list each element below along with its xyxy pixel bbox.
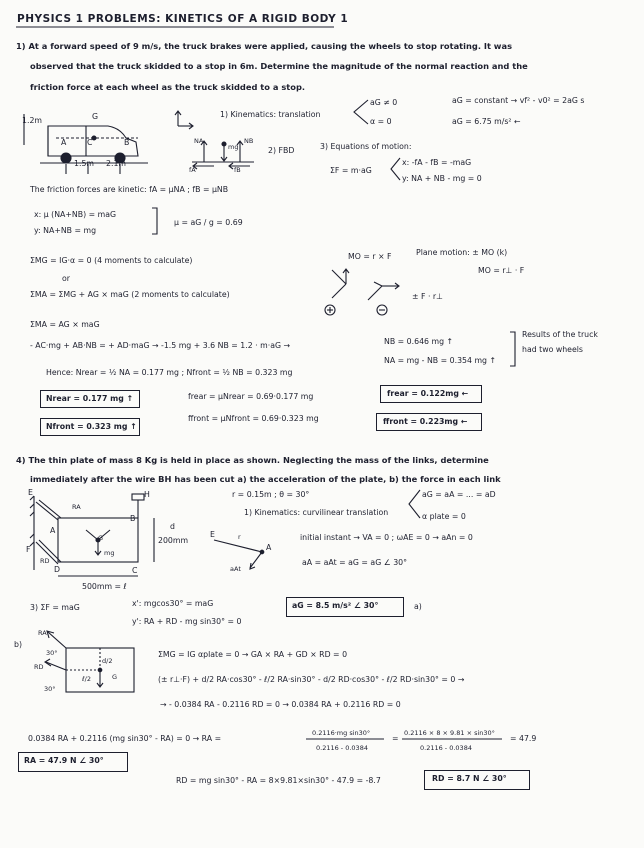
brace-icon xyxy=(350,98,370,128)
brace-icon-3 xyxy=(150,206,160,236)
frac1-num: 0.2116·mg sin30° xyxy=(312,729,371,737)
plate-label-ra: RA xyxy=(72,503,81,511)
plate-dim-d: d xyxy=(170,522,175,531)
title-underline xyxy=(16,26,336,29)
truck-label-b: B xyxy=(124,138,130,147)
p1-sys-y: y: NA+NB = mg xyxy=(34,226,97,235)
p4-moment-expand: (± r⊥·F) + d/2 RA·cos30° - ℓ/2 RA·sin30° - d/2 RD·cos30° - ℓ/2 RD·sin30° = 0 → xyxy=(158,675,465,684)
fbd-ra: RA xyxy=(38,629,47,637)
truck-label-a: A xyxy=(61,138,67,147)
torque-sketch xyxy=(324,268,414,318)
p1-na: NA = mg - NB = 0.354 mg ↑ xyxy=(384,356,496,365)
frac2-num: 0.2116 × 8 × 9.81 × sin30° xyxy=(404,729,495,737)
answer-frear: frear = 0.122mg ← xyxy=(387,389,469,398)
p1-eq-y: y: NA + NB - mg = 0 xyxy=(402,174,482,183)
answer-ag: aG = 8.5 m/s² ∠ 30° xyxy=(292,601,379,610)
p4-eqx: x': mgcos30° = maG xyxy=(132,599,214,608)
eq-sign-1: = xyxy=(392,734,399,743)
p1-moment-a: ΣMA = ΣMG + AG × maG (2 moments to calculate) xyxy=(30,290,230,299)
p1-moment-calc: - AC·mg + AB·NB = + AD·maG → -1.5 mg + 3.6 NB = 1.2 · m·aG → xyxy=(30,341,291,350)
p1-friction-kinetic: The friction forces are kinetic: fA = μNA ; fB = μNB xyxy=(30,185,229,194)
moment-scalar: MO = r⊥ · F xyxy=(478,266,525,275)
page-title: PHYSICS 1 PROBLEMS: KINETICS OF A RIGID BODY 1 xyxy=(17,13,349,25)
fbd-fb: fB xyxy=(234,166,241,174)
plate-label-a: A xyxy=(50,526,56,535)
p1-fbd-label: 2) FBD xyxy=(268,146,295,155)
plate-dim-200: 200mm xyxy=(158,536,189,545)
fbd-mg: mg xyxy=(228,143,239,151)
p4-kinematics: 1) Kinematics: curvilinear translation xyxy=(244,508,389,517)
plate-fbd xyxy=(34,626,144,706)
link-sketch xyxy=(208,528,288,578)
answer-ra: RA = 47.9 N ∠ 30° xyxy=(24,756,104,765)
p4-kin-eq: aG = aA = ... = aD xyxy=(422,490,496,499)
answer-ffront: ffront = 0.223mg ← xyxy=(383,417,468,426)
fbd-l2: ℓ/2 xyxy=(82,675,92,683)
plate-label-d: D xyxy=(54,565,61,574)
fbd-g: G xyxy=(112,673,118,681)
ra-result: = 47.9 xyxy=(510,734,537,743)
link-label-r: r xyxy=(238,533,241,541)
p1-eq-title: 3) Equations of motion: xyxy=(320,142,412,151)
link-label-e: E xyxy=(210,530,215,539)
p1-mu: μ = aG / g = 0.69 xyxy=(174,218,243,227)
plate-dim-500: 500mm = ℓ xyxy=(82,582,127,591)
frac2-den: 0.2116 - 0.0384 xyxy=(420,744,472,752)
fbd-na: NA xyxy=(194,137,204,145)
p1-note-2: had two wheels xyxy=(522,345,583,354)
fbd-rd: RD xyxy=(34,663,44,671)
p1-hence: Hence: Nrear = ½ NA = 0.177 mg ; Nfront = ½ NB = 0.323 mg xyxy=(46,368,293,377)
fbd-d2: d/2 xyxy=(102,657,113,665)
p1-nb: NB = 0.646 mg ↑ xyxy=(384,337,454,346)
p1-f-front-calc: ffront = μNfront = 0.69·0.323 mg xyxy=(188,414,319,423)
p1-moment-a-short: ΣMA = AG × maG xyxy=(30,320,100,329)
plate-label-f: F xyxy=(26,545,31,554)
link-label-a: A xyxy=(266,543,272,552)
p4-kin-alpha: α plate = 0 xyxy=(422,512,466,521)
problem1-statement-line3: friction force at each wheel as the truck skidded to a stop. xyxy=(30,82,306,92)
answer-nrear: Nrear = 0.177 mg ↑ xyxy=(46,394,134,403)
p1-f-rear-calc: frear = μNrear = 0.69·0.177 mg xyxy=(188,392,314,401)
p1-sys-x: x: μ (NA+NB) = maG xyxy=(34,210,117,219)
p1-moment-g: ΣMG = IG·α = 0 (4 moments to calculate) xyxy=(30,256,193,265)
p1-ag-value: aG = 6.75 m/s² ← xyxy=(452,117,521,126)
plate-label-mg: mg xyxy=(104,549,115,557)
plate-label-rd: RD xyxy=(40,557,50,565)
fbd-30-a: 30° xyxy=(46,649,58,657)
answer-nfront: Nfront = 0.323 mg ↑ xyxy=(46,422,137,431)
link-label-at: aAt xyxy=(230,565,241,573)
p1-eq-sum: ΣF = m·aG xyxy=(330,166,372,175)
p1-kin-ag: aG ≠ 0 xyxy=(370,98,398,107)
part-b-tag: b) xyxy=(14,640,22,649)
plate-label-g: G xyxy=(98,534,104,542)
brace-icon-5 xyxy=(406,488,422,524)
p4-solve: 0.0384 RA + 0.2116 (mg sin30° - RA) = 0 → RA = xyxy=(28,734,222,743)
plate-label-c: C xyxy=(132,566,138,575)
truck-dim-a: 1.5m xyxy=(74,159,94,168)
xy-axes-icon xyxy=(172,110,194,132)
fbd-nb: NB xyxy=(244,137,254,145)
plate-label-h: H xyxy=(144,490,150,499)
brace-icon-2 xyxy=(388,156,402,184)
truck-label-g: G xyxy=(92,112,99,121)
truck-dim-b: 2.1m xyxy=(106,159,126,168)
p4-moment-numeric: → - 0.0384 RA - 0.2116 RD = 0 → 0.0384 RA + 0.2116 RD = 0 xyxy=(160,700,401,709)
problem4-statement-line2: immediately after the wire BH has been cut a) the acceleration of the plate, b) the force in each link xyxy=(30,474,501,484)
torque-sign: ± F · r⊥ xyxy=(412,292,443,301)
p4-moment-g: ΣMG = IG αplate = 0 → GA × RA + GD × RD = 0 xyxy=(158,650,348,659)
problem1-statement-line1: 1) At a forward speed of 9 m/s, the truck brakes were applied, causing the wheels to stop rotating. It was xyxy=(16,41,513,51)
p4-rd-calc: RD = mg sin30° - RA = 8×9.81×sin30° - 47.9 = -8.7 xyxy=(176,776,381,785)
plane-motion: Plane motion: ± MO (k) xyxy=(416,248,508,257)
moment-definition: MO = r × F xyxy=(348,252,392,261)
p1-or: or xyxy=(62,274,70,283)
frac2-bar xyxy=(402,738,506,741)
problem1-statement-line2: observed that the truck skidded to a stop in 6m. Determine the magnitude of the normal reaction and the xyxy=(30,61,528,71)
p4-eqy: y': RA + RD - mg sin30° = 0 xyxy=(132,617,242,626)
problem4-statement-line1: 4) The thin plate of mass 8 Kg is held in place as shown. Neglecting the mass of the links, determine xyxy=(16,455,489,465)
truck-label-c: C xyxy=(87,138,93,147)
answer-a-tag: a) xyxy=(414,602,422,611)
p1-kin-alpha: α = 0 xyxy=(370,117,392,126)
p4-at-eq: aA = aAt = aG = aG ∠ 30° xyxy=(302,558,408,567)
fbd-30-b: 30° xyxy=(44,685,56,693)
p4-eq3: 3) ΣF = maG xyxy=(30,603,80,612)
truck-height-dim: 1.2m xyxy=(22,116,42,125)
answer-rd: RD = 8.7 N ∠ 30° xyxy=(432,774,507,783)
frac1-bar xyxy=(306,738,386,741)
p4-given: r = 0.15m ; θ = 30° xyxy=(232,490,310,499)
plate-label-e: E xyxy=(28,488,33,497)
p1-note-1: Results of the truck xyxy=(522,330,598,339)
fbd-fa: fA xyxy=(189,166,196,174)
frac1-den: 0.2116 - 0.0384 xyxy=(316,744,368,752)
p1-ag-constant: aG = constant → vf² - v0² = 2aG s xyxy=(452,96,585,105)
p1-eq-x: x: -fA - fB = -maG xyxy=(402,158,472,167)
brace-icon-4 xyxy=(508,330,518,370)
p1-kinematics: 1) Kinematics: translation xyxy=(220,110,321,119)
plate-label-b: B xyxy=(130,514,136,523)
p4-initial: initial instant → VA = 0 ; ωAE = 0 → aAn = 0 xyxy=(300,533,473,542)
